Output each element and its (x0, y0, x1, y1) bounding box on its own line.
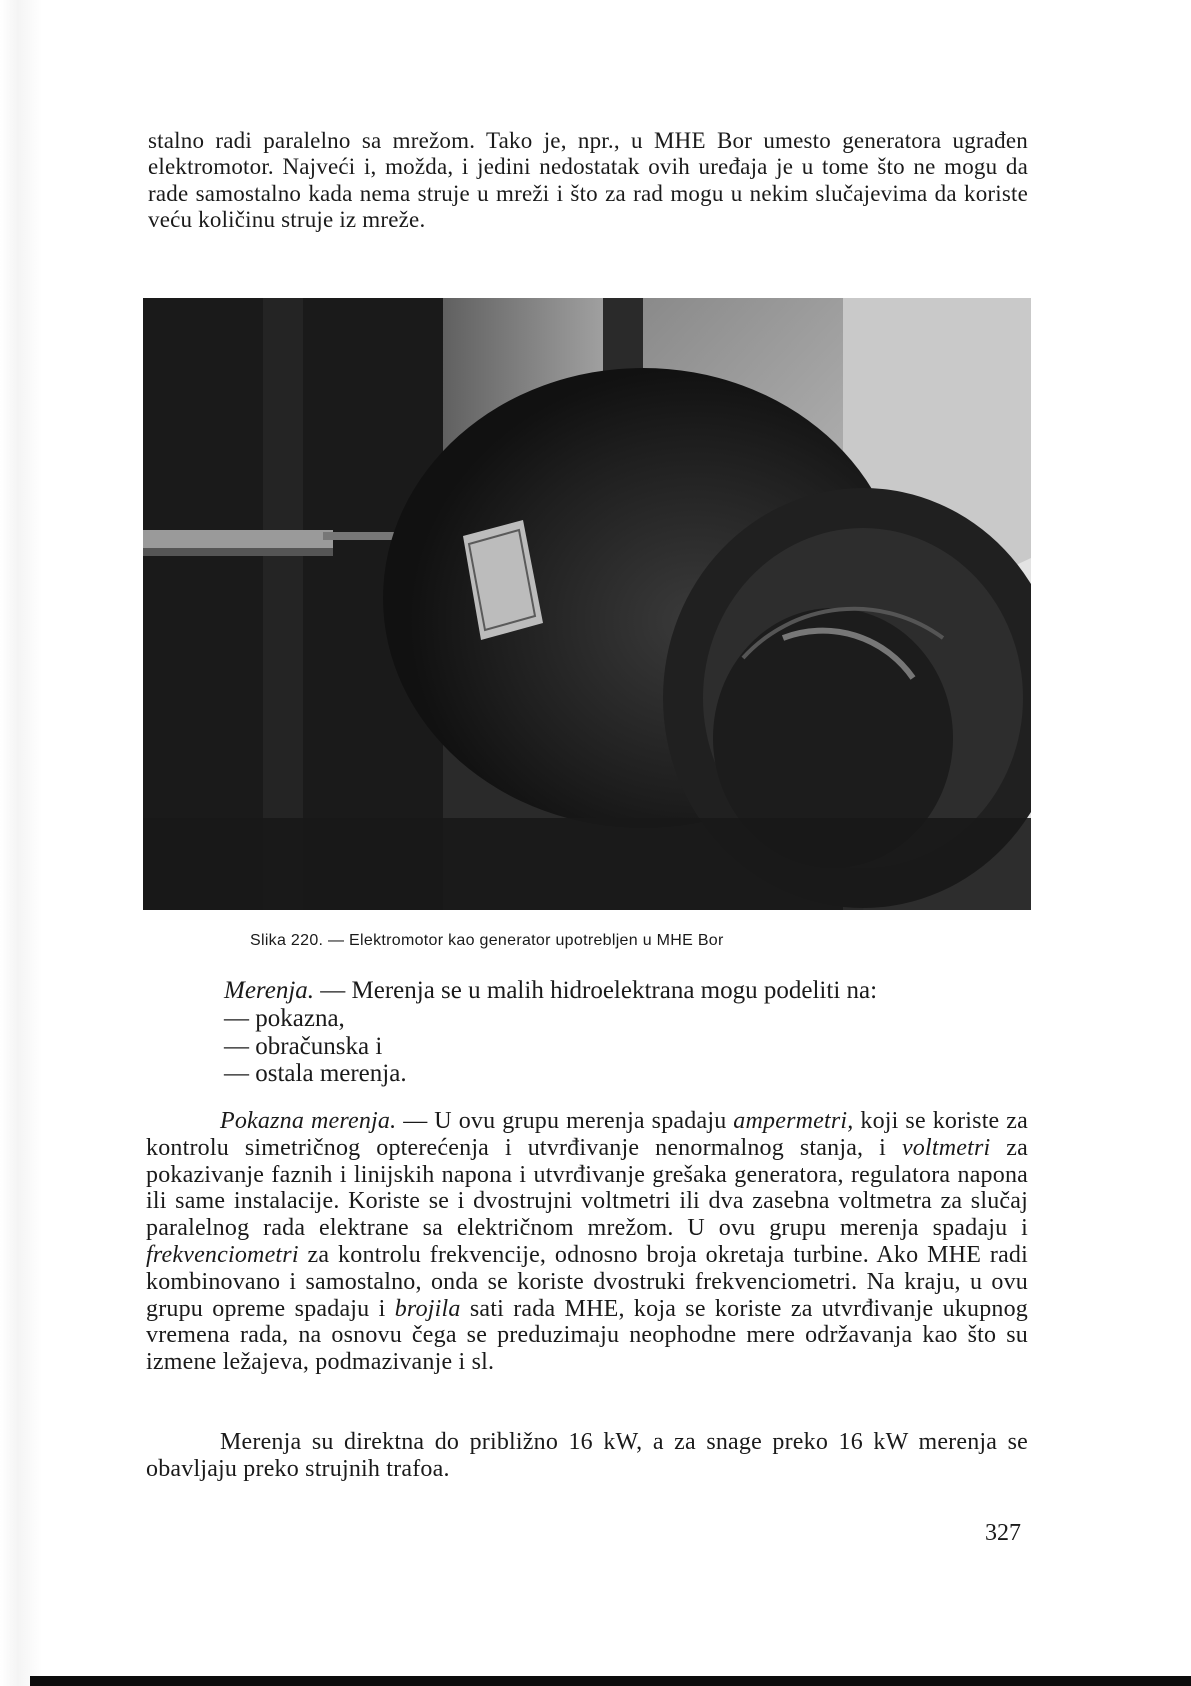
figure-caption: Slika 220. — Elektromotor kao generator upotrebljen u MHE Bor (250, 932, 724, 949)
pokazna-heading: Pokazna merenja. (220, 1108, 397, 1134)
scan-edge-bottom (30, 1676, 1191, 1686)
top-paragraph: stalno radi paralelno sa mrežom. Tako je, npr., u MHE Bor umesto generatora ugrađen elektromotor. Najveći i, možda, i jedini nedostatak ovih uređaja je u tome što ne mogu da rade samostalno kada nema struje u mreži i što za rad mogu u nekim slučajevima da koriste veću količinu struje iz mreže. (148, 128, 1028, 233)
list-item: — obračunska i (224, 1033, 407, 1061)
pokazna-text: koji se koriste za kontrolu simetričnog opterećenja i utvrđivanje nenormalnog stanja, i (146, 1108, 1029, 1161)
electromotor-photo-image (143, 298, 1031, 910)
page-number: 327 (985, 1520, 1021, 1546)
measurement-types-list (224, 1005, 407, 1088)
merenja-heading: Merenja. (224, 977, 315, 1004)
figure-photo (143, 298, 1031, 910)
merenja-line (224, 977, 1030, 1005)
last-paragraph-text: Merenja su direktna do približno 16 kW, a za snage preko 16 kW merenja se obavljaju preko strujnih trafoa. (146, 1429, 1028, 1482)
pokazna-text: sati rada MHE, koja se koriste za utvrđivanje ukupnog vremena rada, na osnovu čega se preduzimaju neophodne mere održavanja kao što su izmene ležajeva, podmazivanje i sl. (146, 1295, 1028, 1376)
last-paragraph (146, 1429, 1028, 1483)
term-brojila: brojila (394, 1295, 461, 1322)
pokazna-text: — U ovu grupu merenja spadaju (396, 1108, 734, 1134)
pokazna-text: za kontrolu frekvencije, odnosno broja okretaja turbine. Ako MHE radi kombinovano i samostalno, onda se koriste dvostruki frekvenciometri. Na kraju, u ovu grupu opreme spadaju i (146, 1241, 1028, 1322)
scan-edge-left (0, 0, 60, 1686)
list-item: — ostala merenja. (224, 1060, 407, 1088)
pokazna-text: za pokazivanje faznih i linijskih napona i utvrđivanje grešaka generatora, regulatora napona ili same instalacije. Koriste se i dvostrujni voltmetri ili dva zasebna voltmetra za slučaj paralelnog rada elektrane sa električnom mrežom. U ovu grupu merenja spadaju i (146, 1134, 1029, 1242)
pokazna-paragraph (146, 1108, 1028, 1376)
term-ampermetri: ampermetri, (733, 1108, 854, 1134)
list-item: — pokazna, (224, 1005, 407, 1033)
merenja-intro: — Merenja se u malih hidroelektrana mogu podeliti na: (314, 977, 878, 1004)
term-frekvenciometri: frekvenciometri (146, 1241, 299, 1268)
term-voltmetri: voltmetri (901, 1134, 991, 1161)
